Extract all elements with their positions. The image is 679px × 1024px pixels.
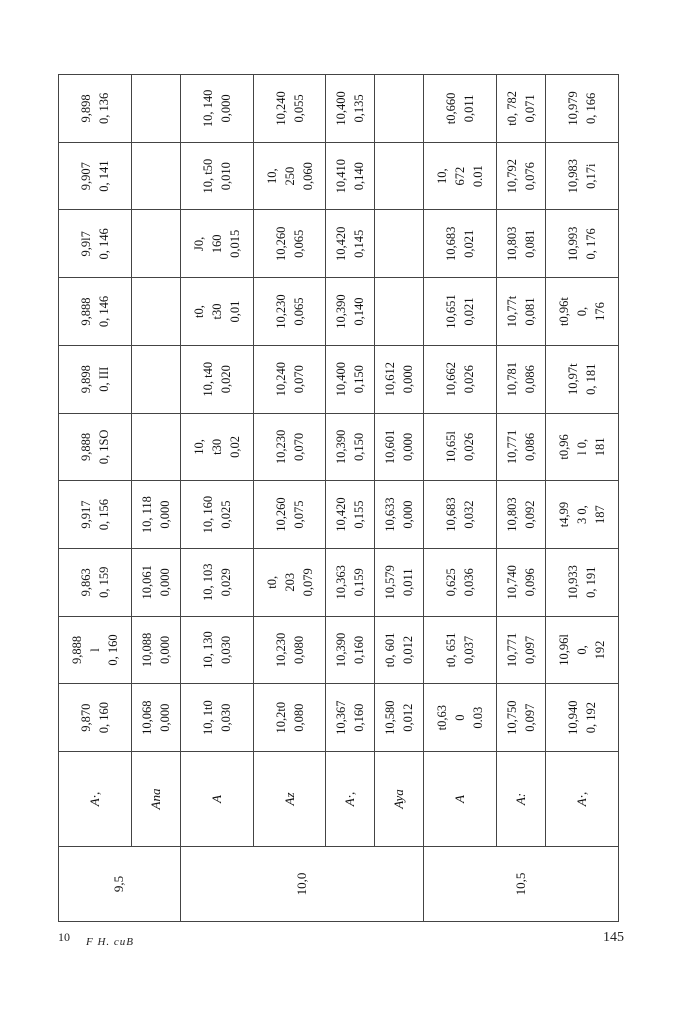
value-line: 0,026 [462,365,477,394]
value-line: 10,400 [334,362,349,397]
value-line: 0,000 [401,432,416,461]
value-line: 10,940 [566,700,581,735]
value-line: 0,160 [352,703,367,732]
value-line: 0,012 [401,703,416,732]
value-line: 0,150 [352,432,367,461]
value-line: l [87,648,102,652]
value-line: 3 0, [575,505,590,524]
value-line: 10, t40 [200,361,215,397]
value-cell [424,616,497,684]
table-row [546,75,619,922]
value-line: 0,076 [523,162,538,191]
value-line: 0,081 [523,297,538,326]
value-line: 10,803 [505,226,520,262]
value-line: 0,086 [523,365,538,394]
value-cell [180,278,253,346]
value-line: 0,096 [523,568,538,597]
value-line: 0, [575,306,590,317]
value-line: 10,96l [557,634,572,666]
value-line: 0, 156 [96,498,111,531]
value-line: 0,092 [523,500,538,529]
value-cell [180,413,253,481]
value-cell [546,278,619,346]
value-line: t0, 601 [383,632,398,668]
value-line: 10, t50 [200,158,215,194]
value-line: 0,086 [523,432,538,461]
value-line: 0,625 [444,568,459,597]
value-line: 10,771 [505,632,520,668]
value-cell [180,684,253,752]
value-line: 10,662 [444,362,459,397]
value-line: 0,159 [352,568,367,597]
value-cell [59,481,132,549]
value-line: 0,097 [523,703,538,732]
value-cell [424,684,497,752]
value-cell [497,345,546,413]
value-line: 0,080 [291,703,306,732]
value-cell [131,345,180,413]
value-line: 10,683 [444,497,459,532]
value-cell [326,616,375,684]
value-cell [546,684,619,752]
value-line: 9,898 [78,94,93,123]
value-line: t0, 651 [444,632,459,668]
value-cell [326,345,375,413]
value-line: 10,781 [505,362,520,397]
value-cell [180,345,253,413]
value-cell [180,142,253,210]
value-line: 0, 136 [96,92,111,125]
value-line: 10,579 [383,565,398,600]
value-cell [497,142,546,210]
value-cell [131,142,180,210]
value-line: 9,917 [78,500,93,529]
value-line: 0,011 [462,94,477,123]
value-line: 0,070 [291,432,306,461]
value-cell [424,142,497,210]
table-row [497,75,546,922]
value-line: t30 [209,438,224,455]
value-cell [497,210,546,278]
value-line: 10,933 [566,565,581,600]
value-line: 0,150 [352,365,367,394]
value-line: 0,021 [462,297,477,326]
value-cell [59,684,132,752]
value-line: 10,068 [139,700,154,735]
value-line: 9,888 [78,297,93,326]
value-line: 10, 160 [200,495,215,534]
value-line: 10,420 [334,497,349,532]
value-line: 0, 146 [96,228,111,260]
value-cell [59,75,132,143]
value-line: 0,135 [352,94,367,123]
table-row [59,75,132,922]
value-cell [253,616,326,684]
value-cell [546,548,619,616]
value-line: 10,651 [444,294,459,329]
value-cell [131,684,180,752]
value-cell [546,481,619,549]
value-line: 10,230 [273,632,288,668]
value-line: 10,601 [383,429,398,465]
value-line: 0,032 [462,500,477,529]
value-cell [497,75,546,143]
value-line: 0,000 [157,703,172,732]
value-line: 0,012 [401,635,416,665]
value-line: 0,145 [352,229,367,258]
value-cell [326,142,375,210]
value-cell [326,75,375,143]
value-cell [253,142,326,210]
value-line: t4,99 [557,501,572,528]
value-line: 0,140 [352,162,367,191]
value-line: 250 [282,166,297,186]
value-cell [180,616,253,684]
value-cell [59,413,132,481]
value-line: 0, 166 [584,92,599,125]
value-line: 10,230 [273,429,288,465]
value-line: 0, 181 [584,363,599,395]
table-row [180,75,253,922]
value-line: 10, 118 [139,496,154,534]
value-line: 0,071 [523,94,538,123]
row-label-cell: A: [497,752,546,847]
value-line: 10,088 [139,632,154,668]
value-line: 10,390 [334,632,349,668]
value-line: 0,060 [300,162,315,191]
value-line: 10,740 [505,565,520,600]
value-line: 10,230 [273,294,288,329]
value-cell [546,75,619,143]
value-cell [375,481,424,549]
group-cell: 10,0 [180,847,424,922]
data-table [58,74,619,922]
value-line: 10,400 [334,91,349,126]
value-line: 10,061 [139,565,154,600]
value-cell [546,142,619,210]
value-line: 0, 191 [584,566,599,598]
value-line: 0, [575,645,590,655]
value-line: 0.01 [471,165,486,188]
table-row [424,75,497,922]
footer-notes: F H. cиB [86,936,135,948]
value-line: 10, [435,168,450,184]
page-number-left: 10 [58,930,70,944]
value-line: 10,979 [566,91,581,126]
value-line: 10,750 [505,700,520,735]
value-cell [59,142,132,210]
value-line: 10,993 [566,226,581,262]
value-cell [326,481,375,549]
value-line: 10,390 [334,429,349,465]
value-cell [375,616,424,684]
value-line: 10,792 [505,158,520,194]
value-line: 9,898 [78,365,93,394]
value-cell [131,548,180,616]
value-cell [375,548,424,616]
value-cell [375,142,424,210]
row-label-cell: A·, [326,752,375,847]
group-cell: 10,5 [424,847,619,922]
value-cell [326,278,375,346]
value-line: 10,390 [334,294,349,329]
value-cell [497,278,546,346]
value-line: 0, 160 [96,702,111,734]
value-cell [424,278,497,346]
value-line: 10,363 [334,565,349,600]
value-line: 176 [593,302,608,321]
value-line: 0,000 [218,94,233,123]
value-line: 0,030 [218,703,233,732]
value-cell [59,210,132,278]
value-cell [180,548,253,616]
value-cell [375,413,424,481]
value-line: 0,075 [291,500,306,529]
value-line: 0,097 [523,635,538,665]
value-line: 0, 160 [105,634,120,666]
value-cell [326,548,375,616]
value-line: 10,420 [334,226,349,262]
value-line: J0, [191,236,206,251]
value-line: 0.03 [471,706,486,729]
value-line: 0,011 [401,568,416,597]
table-row [253,75,326,922]
row-label-cell: Aya [375,752,424,847]
value-cell [180,210,253,278]
value-line: 10, 140 [200,89,215,128]
value-line: 0,010 [218,162,233,191]
value-line: 0,065 [291,297,306,326]
value-cell [131,616,180,684]
value-cell [424,481,497,549]
value-line: 0, 176 [584,228,599,260]
table-row [131,75,180,922]
value-cell [497,481,546,549]
value-line: 0,160 [352,635,367,665]
value-line: 0,000 [401,365,416,394]
value-line: 0,030 [218,635,233,665]
value-line: 0,015 [227,229,242,258]
value-line: 0,020 [218,365,233,394]
rotated-table-area [58,74,619,922]
table-row [326,75,375,922]
value-line: 10,410 [334,158,349,194]
value-line: 10,260 [273,497,288,532]
value-line: t0,96 [557,434,572,460]
value-line: t0,96t [557,297,572,326]
row-label-cell: Ana [131,752,180,847]
value-cell [424,413,497,481]
value-cell [180,75,253,143]
value-line: 0, 141 [96,160,111,192]
value-cell [375,210,424,278]
value-cell [546,210,619,278]
value-line: 10,683 [444,226,459,262]
value-line: t0, 782 [505,91,520,126]
value-cell [326,413,375,481]
value-line: 10, [191,439,206,455]
value-line: 0,000 [401,500,416,529]
value-line: 0, 146 [96,295,111,328]
value-line: t0, [191,305,206,318]
value-cell [424,210,497,278]
value-line: 0,079 [300,568,315,597]
value-line: 10,65l [444,431,459,463]
value-cell [131,278,180,346]
value-line: 0,036 [462,568,477,597]
value-line: 0,000 [157,635,172,665]
value-line: 9,888 [78,432,93,461]
value-line: 10, 1t0 [200,700,215,736]
value-line: 10,97t [566,363,581,396]
value-cell [497,413,546,481]
value-cell [375,75,424,143]
value-line: 672 [453,166,468,186]
value-line: 0,01 [227,300,242,323]
value-line: 9,863 [78,568,93,597]
value-cell [59,616,132,684]
value-line: 10,803 [505,497,520,532]
value-line: 10,771 [505,429,520,465]
value-line: 187 [593,505,608,524]
value-line: 0,037 [462,635,477,665]
value-cell [497,616,546,684]
value-line: 0, 1SO [96,429,111,465]
row-label-cell: A [180,752,253,847]
value-cell [326,210,375,278]
value-line: 10, 130 [200,631,215,669]
value-cell [497,684,546,752]
value-line: t0,660 [444,92,459,125]
value-line: 0,029 [218,568,233,597]
value-line: 0,070 [291,365,306,394]
value-cell [424,75,497,143]
value-cell [424,548,497,616]
value-line: 10,367 [334,700,349,735]
value-cell [375,278,424,346]
group-cell: 9,5 [59,847,181,922]
value-line: 0, 192 [584,702,599,734]
value-line: 10,612 [383,362,398,397]
row-label-cell: Az [253,752,326,847]
value-line: 0,000 [157,500,172,529]
value-line: 0,055 [291,94,306,123]
value-line: 10,983 [566,158,581,194]
value-cell [59,278,132,346]
table-row [375,75,424,922]
value-cell [59,548,132,616]
value-cell [497,548,546,616]
value-line: 203 [282,572,297,592]
value-line: t0, [264,575,279,589]
value-line: 10, 103 [200,563,215,602]
value-cell [546,413,619,481]
value-line: 0,025 [218,500,233,529]
row-label-cell: A·, [59,752,132,847]
value-line: 10,2t0 [273,701,288,734]
value-cell [131,210,180,278]
value-cell [180,481,253,549]
value-line: 9,888 [69,635,84,665]
row-label-cell: A·, [546,752,619,847]
value-cell [131,481,180,549]
value-line: 0,02 [227,435,242,458]
value-line: l 0, [575,438,590,455]
value-cell [59,345,132,413]
value-line: 0,155 [352,500,367,529]
value-line: 0, III [96,366,111,392]
value-line: 10, [264,168,279,184]
value-line: 10,240 [273,362,288,397]
value-cell [375,345,424,413]
value-cell [253,684,326,752]
value-cell [375,684,424,752]
value-cell [131,75,180,143]
value-cell [253,413,326,481]
value-cell [253,345,326,413]
value-line: 9,870 [78,703,93,732]
value-line: 10,580 [383,700,398,735]
value-line: 0, 159 [96,566,111,598]
value-line: 9,9l7 [78,231,93,257]
value-line: 10,633 [383,497,398,532]
value-cell [253,278,326,346]
value-cell [253,75,326,143]
value-line: 160 [209,234,224,254]
value-cell [253,210,326,278]
value-line: 0,065 [291,229,306,258]
page-number-right: 145 [603,930,624,945]
value-cell [326,684,375,752]
row-label-cell: A [424,752,497,847]
value-line: 181 [593,437,608,457]
value-line: 10,240 [273,91,288,126]
value-line: 0,000 [157,568,172,597]
value-line: 192 [593,640,608,660]
value-line: 10,77t [505,295,520,328]
value-cell [424,345,497,413]
value-cell [546,616,619,684]
value-line: t30 [209,303,224,320]
value-line: 0,021 [462,229,477,258]
value-cell [253,548,326,616]
value-line: 0,026 [462,432,477,461]
value-line: 9,907 [78,162,93,191]
value-line: 0,080 [291,635,306,665]
value-line: 0,140 [352,297,367,326]
value-cell [131,413,180,481]
value-cell [253,481,326,549]
value-line: 0 [453,714,468,721]
value-line: t0,63 [435,704,450,731]
value-cell [546,345,619,413]
value-line: 10,260 [273,226,288,262]
value-line: 0,17i [584,163,599,189]
value-line: 0,081 [523,229,538,258]
